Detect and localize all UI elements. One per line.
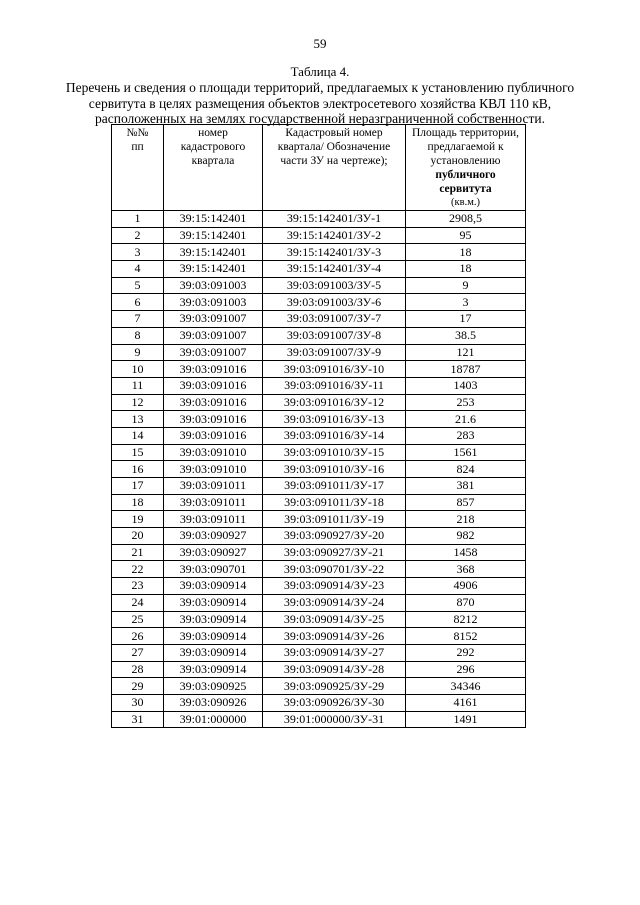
table-row — [112, 394, 526, 411]
cell-row-number: 20 — [112, 528, 164, 545]
table-body — [112, 211, 526, 728]
cell-quarter-number: 39:03:090701 — [164, 561, 263, 578]
cell-cadastral-number: 39:03:091007/ЗУ-8 — [263, 327, 406, 344]
cell-area: 17 — [406, 311, 526, 328]
cell-cadastral-number: 39:03:091016/ЗУ-14 — [263, 427, 406, 444]
table-row — [112, 494, 526, 511]
cell-row-number: 4 — [112, 261, 164, 278]
cell-quarter-number: 39:03:090914 — [164, 628, 263, 645]
cell-row-number: 18 — [112, 494, 164, 511]
cell-row-number: 16 — [112, 461, 164, 478]
cell-cadastral-number: 39:03:090914/ЗУ-23 — [263, 578, 406, 595]
cell-area: 9 — [406, 277, 526, 294]
cell-area: 18 — [406, 261, 526, 278]
header-text: (кв.м.) — [451, 197, 480, 208]
cell-row-number: 3 — [112, 244, 164, 261]
table-row — [112, 294, 526, 311]
table-row — [112, 644, 526, 661]
cell-cadastral-number: 39:03:090927/ЗУ-20 — [263, 528, 406, 545]
cell-cadastral-number: 39:15:142401/ЗУ-3 — [263, 244, 406, 261]
cell-area: 4161 — [406, 694, 526, 711]
header-quarter-number — [164, 125, 263, 211]
cell-area: 253 — [406, 394, 526, 411]
cell-cadastral-number: 39:03:091007/ЗУ-9 — [263, 344, 406, 361]
servitude-table — [111, 124, 526, 728]
cell-area: 3 — [406, 294, 526, 311]
title-line: Перечень и сведения о площади территорий, предлагаемых к установлению публичного — [65, 80, 575, 95]
title-line: расположенных на землях государственной неразграниченной собственности. — [94, 111, 545, 126]
cell-cadastral-number: 39:03:090914/ЗУ-24 — [263, 594, 406, 611]
cell-cadastral-number: 39:03:091010/ЗУ-15 — [263, 444, 406, 461]
cell-area: 824 — [406, 461, 526, 478]
cell-area: 1561 — [406, 444, 526, 461]
cell-area: 38.5 — [406, 327, 526, 344]
cell-quarter-number: 39:01:000000 — [164, 711, 263, 728]
cell-row-number: 22 — [112, 561, 164, 578]
cell-cadastral-number: 39:03:090925/ЗУ-29 — [263, 678, 406, 695]
cell-area: 1403 — [406, 377, 526, 394]
cell-quarter-number: 39:15:142401 — [164, 211, 263, 228]
cell-area: 218 — [406, 511, 526, 528]
header-text: квартала — [191, 155, 235, 167]
page-number: 59 — [313, 36, 327, 51]
header-text: номер — [198, 127, 228, 139]
header-text: Площадь территории, — [411, 127, 520, 139]
cell-row-number: 12 — [112, 394, 164, 411]
cell-cadastral-number: 39:03:091003/ЗУ-5 — [263, 277, 406, 294]
cell-quarter-number: 39:03:091016 — [164, 361, 263, 378]
table-row — [112, 444, 526, 461]
cell-area: 18 — [406, 244, 526, 261]
cell-quarter-number: 39:03:090914 — [164, 578, 263, 595]
cell-area: 8212 — [406, 611, 526, 628]
table-row — [112, 611, 526, 628]
cell-area: 95 — [406, 227, 526, 244]
cell-quarter-number: 39:03:091007 — [164, 327, 263, 344]
cell-area: 1458 — [406, 544, 526, 561]
header-text: кадастрового — [180, 141, 246, 153]
cell-cadastral-number: 39:03:090914/ЗУ-25 — [263, 611, 406, 628]
cell-cadastral-number: 39:03:091011/ЗУ-19 — [263, 511, 406, 528]
cell-row-number: 5 — [112, 277, 164, 294]
table-row — [112, 277, 526, 294]
cell-quarter-number: 39:03:091016 — [164, 377, 263, 394]
cell-row-number: 8 — [112, 327, 164, 344]
table-row — [112, 311, 526, 328]
cell-quarter-number: 39:03:090927 — [164, 528, 263, 545]
table-row — [112, 711, 526, 728]
cell-cadastral-number: 39:03:091016/ЗУ-10 — [263, 361, 406, 378]
cell-row-number: 26 — [112, 628, 164, 645]
cell-row-number: 10 — [112, 361, 164, 378]
cell-row-number: 25 — [112, 611, 164, 628]
cell-area: 381 — [406, 478, 526, 495]
table-row — [112, 461, 526, 478]
table-row — [112, 628, 526, 645]
header-row-number — [112, 125, 164, 211]
cell-quarter-number: 39:03:090914 — [164, 611, 263, 628]
table-row — [112, 411, 526, 428]
header-text: Кадастровый номер — [285, 127, 383, 139]
cell-cadastral-number: 39:03:091007/ЗУ-7 — [263, 311, 406, 328]
cell-cadastral-number: 39:03:090927/ЗУ-21 — [263, 544, 406, 561]
cell-cadastral-number: 39:03:091016/ЗУ-11 — [263, 377, 406, 394]
table-row — [112, 478, 526, 495]
cell-area: 982 — [406, 528, 526, 545]
table-row — [112, 211, 526, 228]
cell-row-number: 14 — [112, 427, 164, 444]
cell-area: 121 — [406, 344, 526, 361]
cell-row-number: 11 — [112, 377, 164, 394]
cell-cadastral-number: 39:15:142401/ЗУ-4 — [263, 261, 406, 278]
table-row — [112, 427, 526, 444]
cell-quarter-number: 39:03:090926 — [164, 694, 263, 711]
table-row — [112, 544, 526, 561]
document-title — [60, 80, 580, 127]
cell-cadastral-number: 39:15:142401/ЗУ-1 — [263, 211, 406, 228]
cell-cadastral-number: 39:03:091003/ЗУ-6 — [263, 294, 406, 311]
cell-cadastral-number: 39:03:090914/ЗУ-28 — [263, 661, 406, 678]
cell-quarter-number: 39:03:091007 — [164, 344, 263, 361]
table-row — [112, 227, 526, 244]
table-row — [112, 261, 526, 278]
table-row — [112, 678, 526, 695]
cell-quarter-number: 39:03:091011 — [164, 511, 263, 528]
cell-row-number: 27 — [112, 644, 164, 661]
cell-area: 21.6 — [406, 411, 526, 428]
cell-quarter-number: 39:03:091003 — [164, 277, 263, 294]
cell-cadastral-number: 39:03:091016/ЗУ-12 — [263, 394, 406, 411]
cell-quarter-number: 39:03:091003 — [164, 294, 263, 311]
cell-row-number: 29 — [112, 678, 164, 695]
table-row — [112, 594, 526, 611]
cell-cadastral-number: 39:03:090701/ЗУ-22 — [263, 561, 406, 578]
cell-area: 18787 — [406, 361, 526, 378]
cell-quarter-number: 39:03:090925 — [164, 678, 263, 695]
cell-row-number: 13 — [112, 411, 164, 428]
cell-quarter-number: 39:15:142401 — [164, 227, 263, 244]
header-text: установлению — [430, 155, 501, 167]
header-area — [406, 125, 526, 211]
cell-area: 283 — [406, 427, 526, 444]
cell-row-number: 7 — [112, 311, 164, 328]
cell-quarter-number: 39:03:091010 — [164, 444, 263, 461]
header-text: пп — [131, 141, 144, 153]
table-row — [112, 511, 526, 528]
table-row — [112, 361, 526, 378]
cell-row-number: 1 — [112, 211, 164, 228]
title-line: сервитута в целях размещения объектов электросетевого хозяйства КВЛ 110 кВ, — [88, 95, 552, 111]
table-row — [112, 344, 526, 361]
cell-cadastral-number: 39:03:090926/ЗУ-30 — [263, 694, 406, 711]
table-row — [112, 244, 526, 261]
cell-quarter-number: 39:15:142401 — [164, 261, 263, 278]
table-row — [112, 561, 526, 578]
cell-cadastral-number: 39:01:000000/ЗУ-31 — [263, 711, 406, 728]
cell-row-number: 19 — [112, 511, 164, 528]
cell-area: 870 — [406, 594, 526, 611]
cell-cadastral-number: 39:03:091011/ЗУ-17 — [263, 478, 406, 495]
cell-cadastral-number: 39:03:090914/ЗУ-27 — [263, 644, 406, 661]
cell-quarter-number: 39:03:091011 — [164, 494, 263, 511]
header-text: квартала/ Обозначение — [277, 141, 391, 153]
cell-row-number: 23 — [112, 578, 164, 595]
cell-row-number: 21 — [112, 544, 164, 561]
cell-quarter-number: 39:03:090927 — [164, 544, 263, 561]
cell-row-number: 31 — [112, 711, 164, 728]
cell-area: 292 — [406, 644, 526, 661]
header-text: части ЗУ на чертеже); — [280, 155, 388, 167]
cell-quarter-number: 39:03:091011 — [164, 478, 263, 495]
header-text: №№ — [126, 127, 149, 139]
table-row — [112, 694, 526, 711]
cell-row-number: 2 — [112, 227, 164, 244]
cell-row-number: 6 — [112, 294, 164, 311]
cell-area: 2908,5 — [406, 211, 526, 228]
table-row — [112, 661, 526, 678]
cell-cadastral-number: 39:03:091011/ЗУ-18 — [263, 494, 406, 511]
cell-row-number: 28 — [112, 661, 164, 678]
cell-cadastral-number: 39:15:142401/ЗУ-2 — [263, 227, 406, 244]
cell-row-number: 24 — [112, 594, 164, 611]
cell-quarter-number: 39:03:091016 — [164, 394, 263, 411]
cell-quarter-number: 39:03:091007 — [164, 311, 263, 328]
cell-cadastral-number: 39:03:091010/ЗУ-16 — [263, 461, 406, 478]
table-row — [112, 528, 526, 545]
cell-quarter-number: 39:03:091010 — [164, 461, 263, 478]
header-text: предлагаемой к — [427, 141, 504, 153]
cell-cadastral-number: 39:03:090914/ЗУ-26 — [263, 628, 406, 645]
cell-row-number: 30 — [112, 694, 164, 711]
cell-cadastral-number: 39:03:091016/ЗУ-13 — [263, 411, 406, 428]
header-cadastral-number — [263, 125, 406, 211]
cell-row-number: 15 — [112, 444, 164, 461]
cell-quarter-number: 39:03:090914 — [164, 644, 263, 661]
table-header-row — [112, 125, 526, 211]
cell-quarter-number: 39:03:090914 — [164, 594, 263, 611]
cell-area: 296 — [406, 661, 526, 678]
table-row — [112, 377, 526, 394]
table-caption: Таблица 4. — [290, 64, 350, 79]
cell-quarter-number: 39:15:142401 — [164, 244, 263, 261]
cell-area: 34346 — [406, 678, 526, 695]
header-text: публичного сервитута — [435, 169, 496, 195]
cell-area: 4906 — [406, 578, 526, 595]
cell-row-number: 17 — [112, 478, 164, 495]
cell-quarter-number: 39:03:090914 — [164, 661, 263, 678]
cell-quarter-number: 39:03:091016 — [164, 427, 263, 444]
cell-area: 1491 — [406, 711, 526, 728]
table-row — [112, 578, 526, 595]
cell-area: 368 — [406, 561, 526, 578]
cell-quarter-number: 39:03:091016 — [164, 411, 263, 428]
cell-area: 8152 — [406, 628, 526, 645]
table-row — [112, 327, 526, 344]
cell-area: 857 — [406, 494, 526, 511]
cell-row-number: 9 — [112, 344, 164, 361]
